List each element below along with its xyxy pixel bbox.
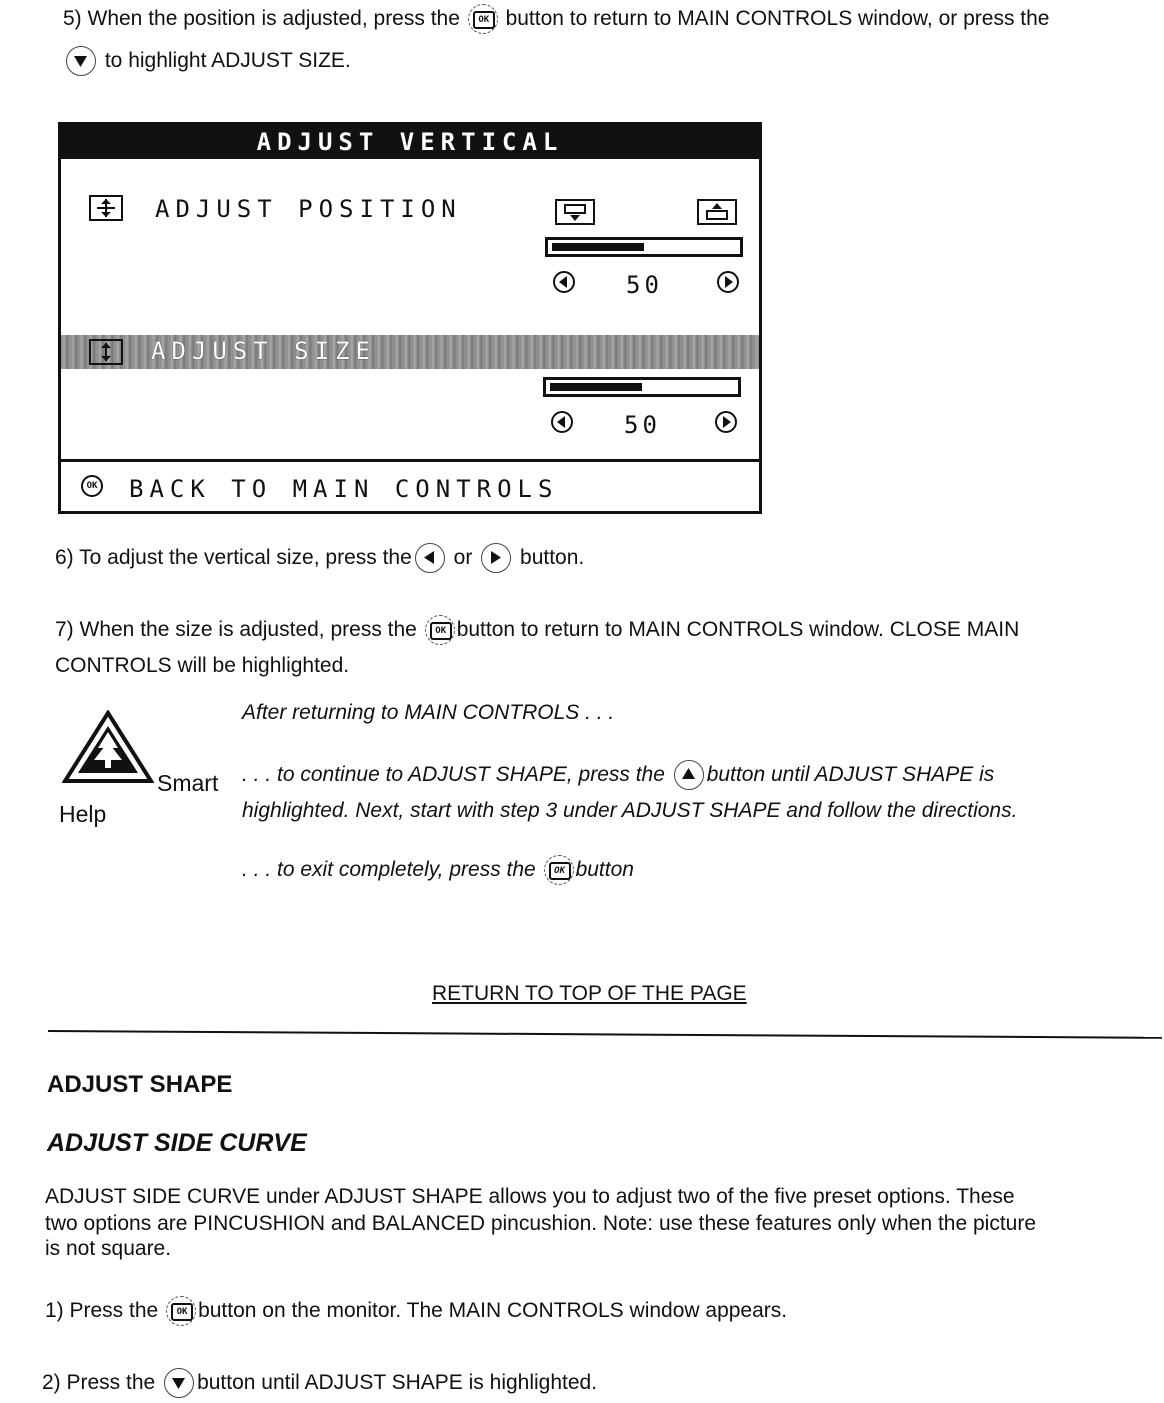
smart-label: Smart bbox=[157, 770, 219, 796]
position-left-arrow-icon[interactable] bbox=[553, 271, 575, 293]
ok-button-icon: OK bbox=[166, 1296, 196, 1326]
ok-button-icon: OK bbox=[425, 615, 455, 645]
osd-title: ADJUST VERTICAL bbox=[61, 125, 759, 159]
position-right-arrow-icon[interactable] bbox=[717, 271, 739, 293]
left-arrow-icon bbox=[415, 543, 445, 573]
size-value: 50 bbox=[624, 411, 661, 439]
osd-divider bbox=[61, 459, 759, 462]
step7-line2: CONTROLS will be highlighted. bbox=[55, 654, 350, 677]
step7-line1: 7) When the size is adjusted, press the OK button to return to MAIN CONTROLS window. CLOSE MAIN bbox=[55, 615, 1019, 645]
after-returning: After returning to MAIN CONTROLS . . . bbox=[242, 701, 615, 724]
back-to-main-controls[interactable]: BACK TO MAIN CONTROLS bbox=[129, 475, 559, 503]
size-left-arrow-icon[interactable] bbox=[551, 411, 573, 433]
shape-step2: 2) Press the button until ADJUST SHAPE is highlighted. bbox=[42, 1368, 597, 1398]
right-arrow-icon bbox=[481, 543, 511, 573]
adjust-position-label[interactable]: ADJUST POSITION bbox=[155, 195, 462, 223]
step5-line2: to highlight ADJUST SIZE. bbox=[63, 46, 351, 76]
ok-button-icon: OK bbox=[544, 855, 574, 885]
continue-line1: . . . to continue to ADJUST SHAPE, press the button until ADJUST SHAPE is bbox=[242, 760, 994, 790]
size-slider[interactable] bbox=[543, 377, 741, 397]
up-arrow-icon bbox=[674, 760, 704, 790]
size-icon bbox=[89, 339, 123, 365]
adjust-size-label[interactable]: ADJUST SIZE bbox=[151, 337, 376, 365]
shape-step1: 1) Press the OK button on the monitor. The MAIN CONTROLS window appears. bbox=[45, 1296, 787, 1326]
step6: 6) To adjust the vertical size, press the or button. bbox=[55, 543, 584, 573]
down-arrow-icon bbox=[66, 46, 96, 76]
help-label: Help bbox=[59, 801, 107, 827]
body-line1: ADJUST SIDE CURVE under ADJUST SHAPE allows you to adjust two of the five preset options. These bbox=[45, 1185, 1015, 1208]
exit-line: . . . to exit completely, press the OK button bbox=[242, 855, 634, 885]
position-icon bbox=[89, 195, 123, 221]
adjust-side-curve-heading: ADJUST SIDE CURVE bbox=[47, 1129, 307, 1157]
position-up-icon bbox=[697, 199, 737, 225]
section-divider bbox=[48, 1030, 1162, 1039]
body-line2: two options are PINCUSHION and BALANCED pincushion. Note: use these features only when the picture bbox=[45, 1212, 1037, 1235]
size-slider-fill bbox=[550, 383, 642, 391]
ok-icon: OK bbox=[81, 475, 103, 497]
position-down-icon bbox=[555, 199, 595, 225]
continue-line2: highlighted. Next, start with step 3 under ADJUST SHAPE and follow the directions. bbox=[242, 799, 1018, 822]
ok-button-icon: OK bbox=[468, 4, 498, 34]
adjust-shape-heading: ADJUST SHAPE bbox=[47, 1071, 233, 1098]
adjust-vertical-window bbox=[58, 122, 762, 514]
step5-line1: 5) When the position is adjusted, press the OK button to return to MAIN CONTROLS window, or press the bbox=[63, 4, 1049, 34]
position-value: 50 bbox=[626, 271, 663, 299]
size-right-arrow-icon[interactable] bbox=[715, 411, 737, 433]
body-line3: is not square. bbox=[45, 1237, 172, 1260]
position-slider-fill bbox=[552, 243, 644, 251]
smart-help-icon bbox=[62, 710, 154, 789]
down-arrow-icon bbox=[164, 1368, 194, 1398]
return-to-top-link[interactable]: RETURN TO TOP OF THE PAGE bbox=[432, 982, 747, 1005]
position-slider[interactable] bbox=[545, 237, 743, 257]
